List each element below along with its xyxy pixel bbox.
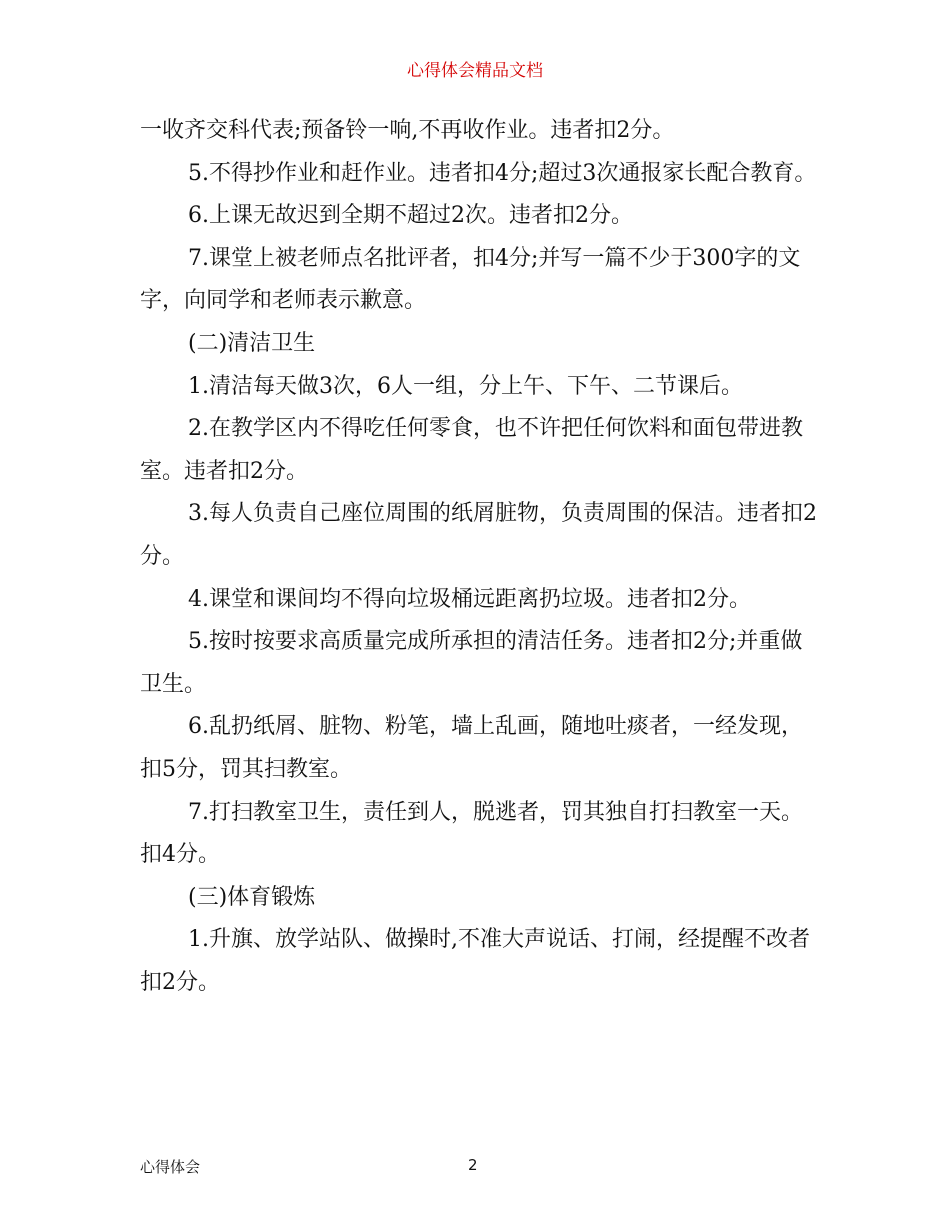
paragraph: 一收齐交科代表;预备铃一响,不再收作业。违者扣2分。 (140, 118, 675, 143)
document-body (140, 110, 820, 1004)
footer-label: 心得体会 (140, 1158, 201, 1176)
paragraph: 6.乱扔纸屑、脏物、粉笔，墙上乱画，随地吐痰者，一经发现，扣5分，罚其扫教室。 (140, 714, 803, 782)
page-number: 2 (468, 1156, 478, 1174)
paragraph: 5.不得抄作业和赶作业。违者扣4分;超过3次通报家长配合教育。 (188, 160, 817, 186)
page-header-title: 心得体会精品文档 (407, 61, 543, 81)
paragraph: 3.每人负责自己座位周围的纸屑脏物，负责周围的保洁。违者扣2分。 (140, 501, 817, 569)
section-heading: (二)清洁卫生 (188, 330, 316, 356)
paragraph: 1.升旗、放学站队、做操时,不准大声说话、打闹，经提醒不改者扣2分。 (140, 927, 810, 995)
paragraph: 6.上课无故迟到全期不超过2次。违者扣2分。 (188, 203, 633, 229)
paragraph: 1.清洁每天做3次，6人一组，分上午、下午、二节课后。 (188, 373, 743, 399)
section-heading: (三)体育锻炼 (188, 884, 316, 910)
paragraph: 5.按时按要求高质量完成所承担的清洁任务。违者扣2分;并重做卫生。 (140, 629, 803, 697)
paragraph: 7.打扫教室卫生，责任到人，脱逃者，罚其独自打扫教室一天。扣4分。 (140, 799, 803, 868)
paragraph: 7.课堂上被老师点名批评者，扣4分;并写一篇不少于300字的文字，向同学和老师表示歉意。 (140, 245, 801, 314)
paragraph: 4.课堂和课间均不得向垃圾桶远距离扔垃圾。违者扣2分。 (188, 586, 751, 612)
paragraph: 2.在教学区内不得吃任何零食，也不许把任何饮料和面包带进教室。违者扣2分。 (140, 416, 803, 484)
